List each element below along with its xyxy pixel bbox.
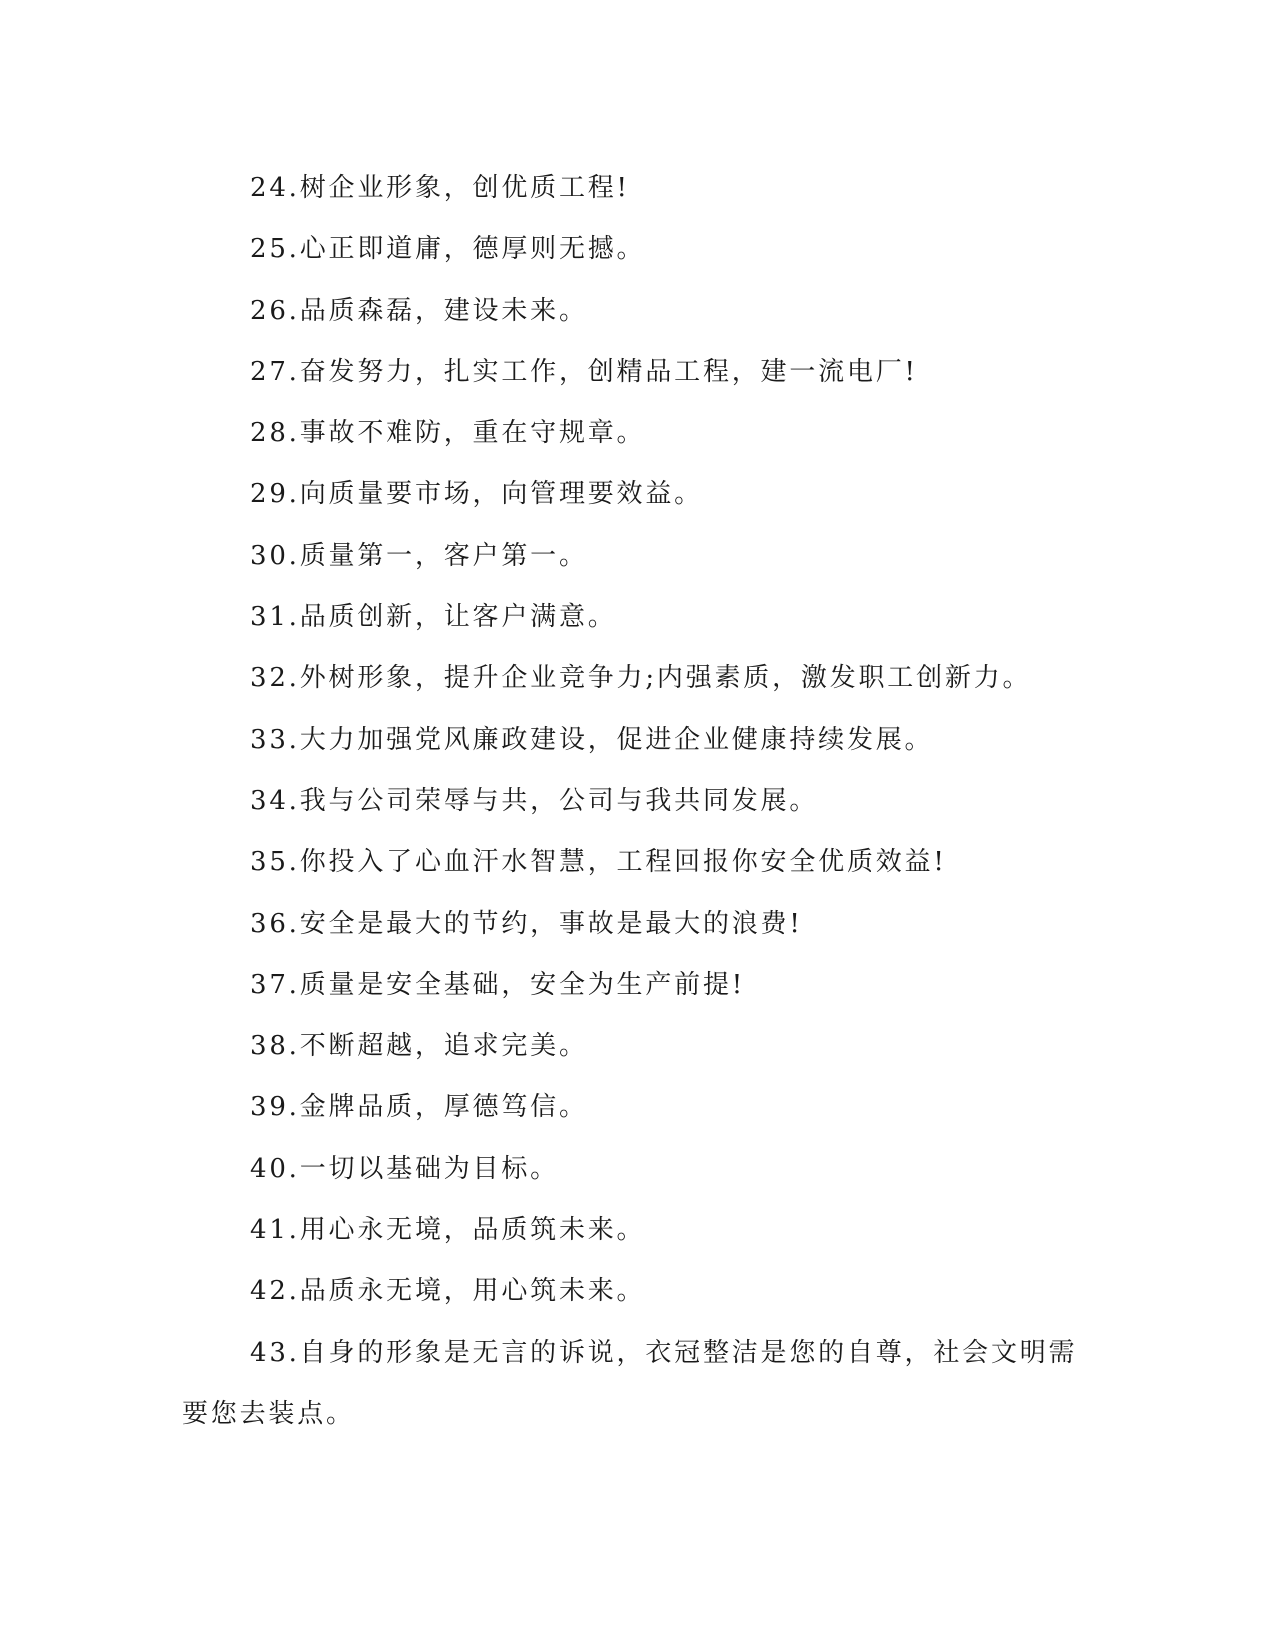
slogan-31: 31.品质创新，让客户满意。 xyxy=(250,602,617,633)
slogan-list xyxy=(0,158,1275,1445)
slogan-34: 34.我与公司荣辱与共，公司与我共同发展。 xyxy=(250,785,819,816)
slogan-24: 24.树企业形象，创优质工程! xyxy=(250,173,630,203)
slogan-38: 38.不断超越，追求完美。 xyxy=(250,1031,588,1062)
slogan-33: 33.大力加强党风廉政建设，促进企业健康持续发展。 xyxy=(250,724,934,755)
slogan-40: 40.一切以基础为目标。 xyxy=(250,1153,559,1184)
slogan-28: 28.事故不难防，重在守规章。 xyxy=(250,418,646,449)
slogan-35: 35.你投入了心血汗水智慧，工程回报你安全优质效益! xyxy=(250,847,947,878)
slogan-43: 43.自身的形象是无言的诉说，衣冠整洁是您的自尊，社会文明需 xyxy=(250,1337,1078,1368)
slogan-32: 32.外树形象，提升企业竞争力;内强素质，激发职工创新力。 xyxy=(250,663,1032,694)
slogan-30: 30.质量第一，客户第一。 xyxy=(250,540,588,571)
slogan-25: 25.心正即道庸，德厚则无撼。 xyxy=(250,234,646,265)
slogan-27: 27.奋发努力，扎实工作，创精品工程，建一流电厂! xyxy=(250,356,918,387)
slogan-36: 36.安全是最大的节约，事故是最大的浪费! xyxy=(250,908,803,939)
slogan-26: 26.品质森磊，建设未来。 xyxy=(250,295,588,326)
slogan-37: 37.质量是安全基础，安全为生产前提! xyxy=(250,969,745,1000)
slogan-39: 39.金牌品质，厚德笃信。 xyxy=(250,1092,588,1123)
slogan-41: 41.用心永无境，品质筑未来。 xyxy=(250,1215,646,1246)
slogan-42: 42.品质永无境，用心筑未来。 xyxy=(250,1276,646,1307)
slogan-43-continuation: 要您去装点。 xyxy=(182,1398,355,1429)
slogan-29: 29.向质量要市场，向管理要效益。 xyxy=(250,479,703,510)
